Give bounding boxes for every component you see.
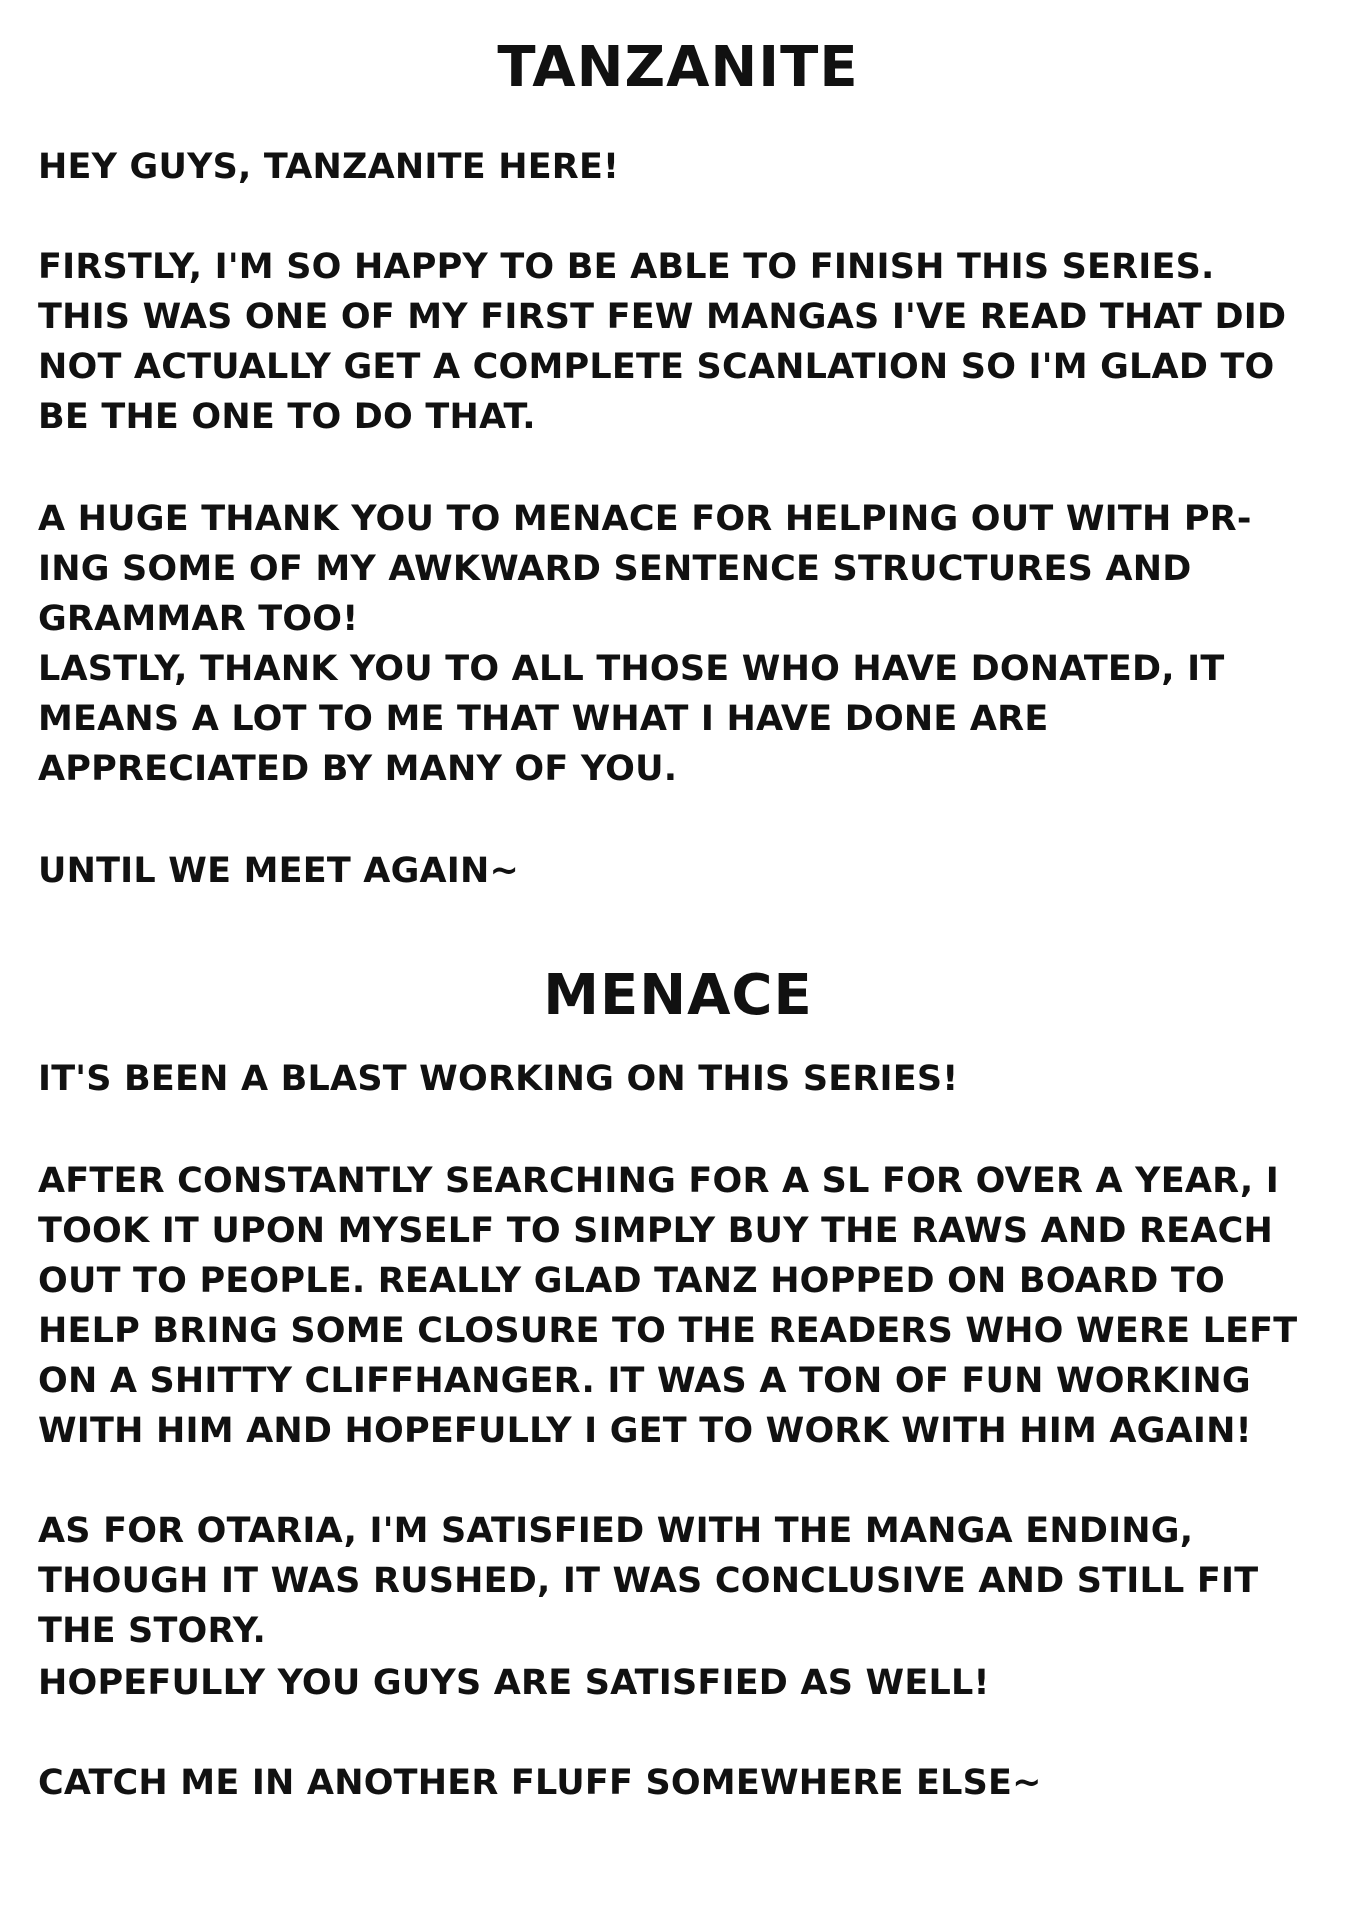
section-heading-tanzanite: TANZANITE xyxy=(497,35,859,100)
tanzanite-paragraph-farewell: UNTIL WE MEET AGAIN~ xyxy=(38,851,520,891)
menace-paragraph-otaria: AS FOR OTARIA, I'M SATISFIED WITH THE MANGA ENDING, THOUGH IT WAS RUSHED, IT WAS CONCLUSIVE AND STILL FIT THE STORY. xyxy=(38,1511,1259,1651)
tanzanite-paragraph-thanks-menace: A HUGE THANK YOU TO MENACE FOR HELPING OUT WITH PR-ING SOME OF MY AWKWARD SENTENCE STRUCTURES AND GRAMMAR TOO! xyxy=(38,499,1252,639)
menace-paragraph-blast: IT'S BEEN A BLAST WORKING ON THIS SERIES! xyxy=(38,1059,959,1099)
section-heading-menace: MENACE xyxy=(543,963,813,1028)
menace-paragraph-farewell: CATCH ME IN ANOTHER FLUFF SOMEWHERE ELSE~ xyxy=(38,1763,1042,1803)
tanzanite-paragraph-greeting: HEY GUYS, TANZANITE HERE! xyxy=(38,147,620,187)
section-menace xyxy=(38,963,1318,1028)
tanzanite-paragraph-firstly: FIRSTLY, I'M SO HAPPY TO BE ABLE TO FINISH THIS SERIES. THIS WAS ONE OF MY FIRST FEW MANGAS I'VE READ THAT DID NOT ACTUALLY GET A COMPLETE SCANLATION SO I'M GLAD TO BE THE ONE TO DO THAT. xyxy=(38,247,1287,437)
section-tanzanite xyxy=(38,35,1318,100)
menace-paragraph-satisfied: HOPEFULLY YOU GUYS ARE SATISFIED AS WELL! xyxy=(38,1663,990,1703)
tanzanite-paragraph-lastly: LASTLY, THANK YOU TO ALL THOSE WHO HAVE DONATED, IT MEANS A LOT TO ME THAT WHAT I HAVE DONE ARE APPRECIATED BY MANY OF YOU. xyxy=(38,649,1225,789)
menace-paragraph-story: AFTER CONSTANTLY SEARCHING FOR A SL FOR OVER A YEAR, I TOOK IT UPON MYSELF TO SIMPLY BUY THE RAWS AND REACH OUT TO PEOPLE. REALLY GLAD TANZ HOPPED ON BOARD TO HELP BRING SOME CLOSURE TO THE READERS WHO WERE LEFT ON A SHITTY CLIFFHANGER. IT WAS A TON OF FUN WORKING WITH HIM AND HOPEFULLY I GET TO WORK WITH HIM AGAIN! xyxy=(38,1161,1298,1451)
